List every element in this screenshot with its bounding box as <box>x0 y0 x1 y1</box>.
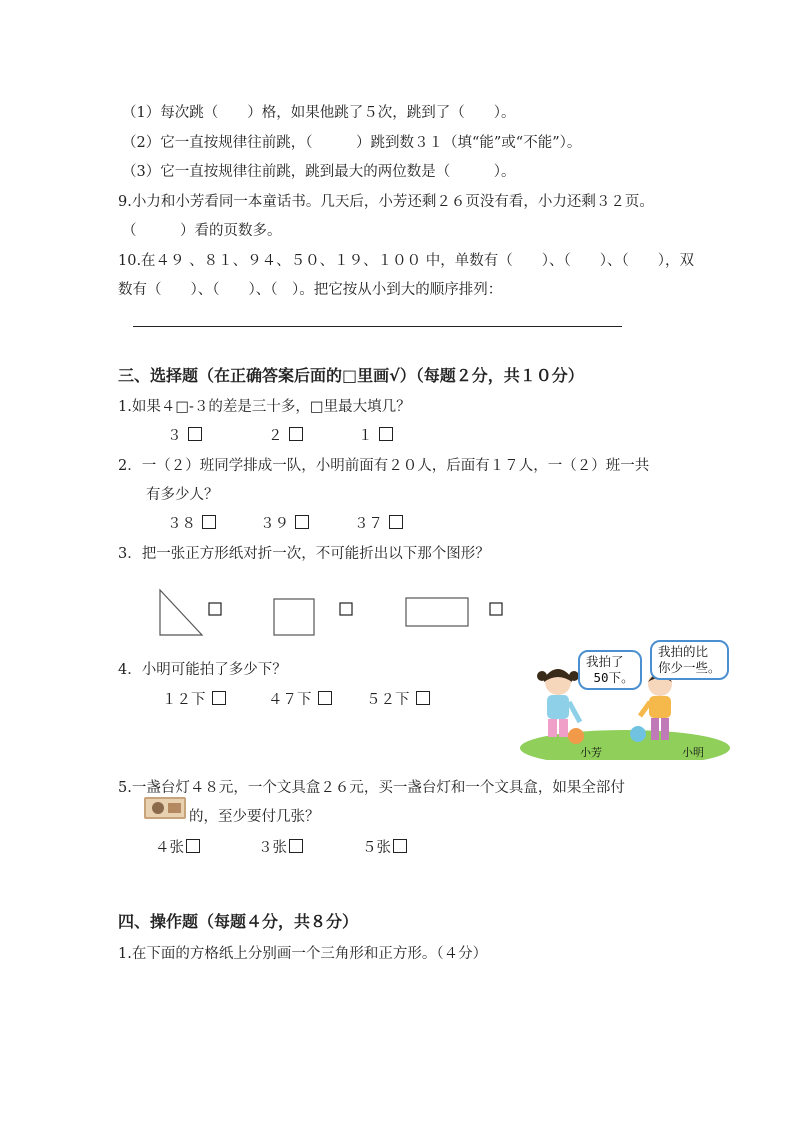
checkbox[interactable] <box>393 839 407 853</box>
s3-q4-option-c[interactable] <box>366 690 430 710</box>
s3-question-5-line-2: 的，至少要付几张？ <box>189 809 320 825</box>
s3-q4-option-a[interactable] <box>162 690 226 710</box>
checkbox[interactable] <box>379 427 393 441</box>
checkbox[interactable] <box>212 691 226 705</box>
rectangle-shape <box>406 598 468 626</box>
question-line-3: （3）它一直按规律往前跳，跳到最大的两位数是（ ）。 <box>122 164 516 180</box>
option-label: ５２下 <box>366 692 410 708</box>
question-9-line-2: （ ）看的页数多。 <box>122 223 282 239</box>
option-label: ３ <box>167 428 182 444</box>
checkbox[interactable] <box>202 515 216 529</box>
section-4-heading: 四、操作题（每题４分，共８分） <box>118 912 359 931</box>
checkbox-square <box>340 603 352 615</box>
checkbox[interactable] <box>295 515 309 529</box>
question-10-line-2: 数有（ ）、（ ）、（ ）。把它按从小到大的顺序排列： <box>118 282 503 298</box>
s3-q5-option-b[interactable] <box>258 838 303 858</box>
s3-q1-option-c[interactable] <box>358 426 393 446</box>
speech-bubble-boy: 我拍的比 你少一些。 <box>650 640 729 680</box>
boy-shirt <box>649 696 671 718</box>
s3-q5-option-a[interactable] <box>155 838 200 858</box>
option-label: ３７ <box>354 516 383 532</box>
checkbox[interactable] <box>186 839 200 853</box>
square-shape <box>274 599 314 635</box>
s3-question-1: 1.如果４□-３的差是三十多，□里最大填几？ <box>118 399 411 415</box>
girl-name-label: 小芳 <box>580 746 602 759</box>
checkbox[interactable] <box>188 427 202 441</box>
s3-q2-option-c[interactable] <box>354 514 403 534</box>
option-label: ３８ <box>167 516 196 532</box>
s3-question-2-line-2: 有多少人？ <box>146 487 219 503</box>
section-3-heading: 三、选择题（在正确答案后面的□里画√）（每题２分，共１０分） <box>118 366 584 385</box>
option-label: ３张 <box>258 840 287 856</box>
option-label: １２下 <box>162 692 206 708</box>
checkbox-rectangle <box>490 603 502 615</box>
s3-question-5-line-1: 5.一盏台灯４８元，一个文具盒２６元，买一盏台灯和一个文具盒，如果全部付 <box>118 780 625 796</box>
checkbox[interactable] <box>416 691 430 705</box>
boy-name-label: 小明 <box>682 746 704 759</box>
girl-ball <box>568 728 584 744</box>
checkbox[interactable] <box>318 691 332 705</box>
option-label: ４７下 <box>268 692 312 708</box>
s3-question-2-line-1: 2．一（２）班同学排成一队，小明前面有２０人，后面有１７人，一（２）班一共 <box>118 458 650 474</box>
s3-q5-option-c[interactable] <box>362 838 407 858</box>
answer-line <box>133 326 622 327</box>
question-9-line-1: 9.小力和小芳看同一本童话书。几天后，小芳还剩２６页没有看，小力还剩３２页。 <box>118 194 654 210</box>
triangle-shape <box>160 590 202 635</box>
option-label: ３９ <box>260 516 289 532</box>
s3-q2-option-a[interactable] <box>167 514 216 534</box>
s3-q1-option-a[interactable] <box>167 426 202 446</box>
s3-q1-option-b[interactable] <box>268 426 303 446</box>
checkbox-triangle <box>209 603 221 615</box>
option-label: ２ <box>268 428 283 444</box>
girl-shirt <box>547 695 569 719</box>
option-label: １ <box>358 428 373 444</box>
question-line-2: （2）它一直按规律往前跳，（ ）跳到数３１（填“能”或“不能”）。 <box>122 135 582 151</box>
shape-options <box>150 585 530 640</box>
checkbox[interactable] <box>389 515 403 529</box>
s3-q4-option-b[interactable] <box>268 690 332 710</box>
option-label: ５张 <box>362 840 391 856</box>
s3-q2-option-b[interactable] <box>260 514 309 534</box>
question-line-1: （1）每次跳（ ）格，如果他跳了５次，跳到了（ ）。 <box>122 105 516 121</box>
checkbox[interactable] <box>289 839 303 853</box>
boy-ball <box>630 726 646 742</box>
banknote-icon <box>144 797 186 819</box>
option-label: ４张 <box>155 840 184 856</box>
question-10-line-1: 10.在４９ 、８１、９４、５０、１９、１００ 中，单数有（ ）、（ ）、（ ），双 <box>118 253 695 269</box>
s3-question-3: 3．把一张正方形纸对折一次，不可能折出以下那个图形？ <box>118 546 490 562</box>
s3-question-4: 4．小明可能拍了多少下？ <box>118 662 287 678</box>
speech-bubble-girl: 我拍了 50下。 <box>578 650 642 690</box>
checkbox[interactable] <box>289 427 303 441</box>
s4-question-1: 1.在下面的方格纸上分别画一个三角形和正方形。（４分） <box>118 946 488 962</box>
